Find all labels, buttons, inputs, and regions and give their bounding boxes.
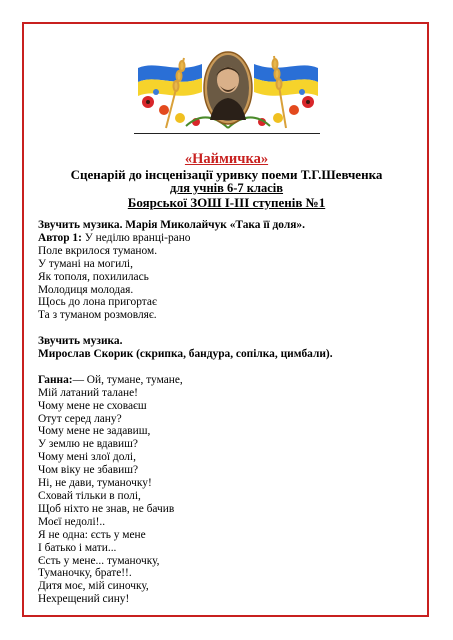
verse-line: І батько і мати... [38,541,117,554]
document-title: «Наймичка» [184,151,269,167]
verse-line: Нехрещений сину! [38,593,130,606]
verse-line: У неділю вранці-рано [81,231,191,244]
verse-line: Сховай тільки в полі, [38,490,141,502]
school-line: Боярської ЗОШ І-ІІІ ступенів №1 [127,195,326,210]
left-flag-icon [138,64,202,82]
verse-line: Чом віку не збавиш? [38,464,139,477]
verse-line: Та з туманом розмовляє. [38,309,157,322]
right-flag-icon [254,64,318,82]
grades-line: для учнів 6-7 класів [169,181,284,195]
verse-line: Чому мене не задавиш, [38,425,151,438]
portrait-icon [204,52,252,124]
performer-line: Мирослав Скорик (скрипка, бандура, сопілка, цимбали). [38,348,333,361]
verse-line: Молодиця молодая. [38,283,134,296]
music-cue-1: Звучить музика. Марія Миколайчук «Така її доля». [38,219,305,231]
verse-line: Щось до лона пригортає [38,296,157,309]
verse-line: Чому мене не сховаєш [38,399,147,412]
verse-line: Моєї недолі!.. [38,515,106,528]
speaker-author: Автор 1: [38,231,82,244]
verse-line: Дитя моє, мій синочку, [38,580,149,593]
hanna-line [38,374,418,387]
verse-line: Поле вкрилося туманом. [38,244,158,257]
verse-line: Чому мені злої долі, [38,451,136,464]
verse-line: Мій латаний талане! [38,386,138,399]
verse-line: Єсть у мене... туманочку, [38,554,160,567]
verse-line: — Ой, тумане, тумане, [72,373,183,386]
verse-line: Отут серед лану? [38,412,122,425]
divider-line [134,133,320,134]
verse-line: Щоб ніхто не знав, не бачив [38,502,175,515]
document-subtitle: Сценарій до інсценізації уривку поеми Т.Г.Шевченка [70,167,383,182]
banner-illustration [136,48,320,132]
verse-line: Ні, не дави, туманочку! [38,477,152,490]
music-cue-2: Звучить музика. [38,335,123,348]
speaker-hanna: Ганна: [38,373,73,386]
author-line [38,232,418,245]
verse-line: У тумані на могилі, [38,257,133,270]
verse-line: Я не одна: єсть у мене [38,528,146,541]
script-body [38,219,418,606]
verse-line: Як тополя, похилилась [38,270,149,283]
verse-line: Туманочку, брате!!. [38,567,132,580]
verse-line: У землю не вдавиш? [38,438,138,451]
